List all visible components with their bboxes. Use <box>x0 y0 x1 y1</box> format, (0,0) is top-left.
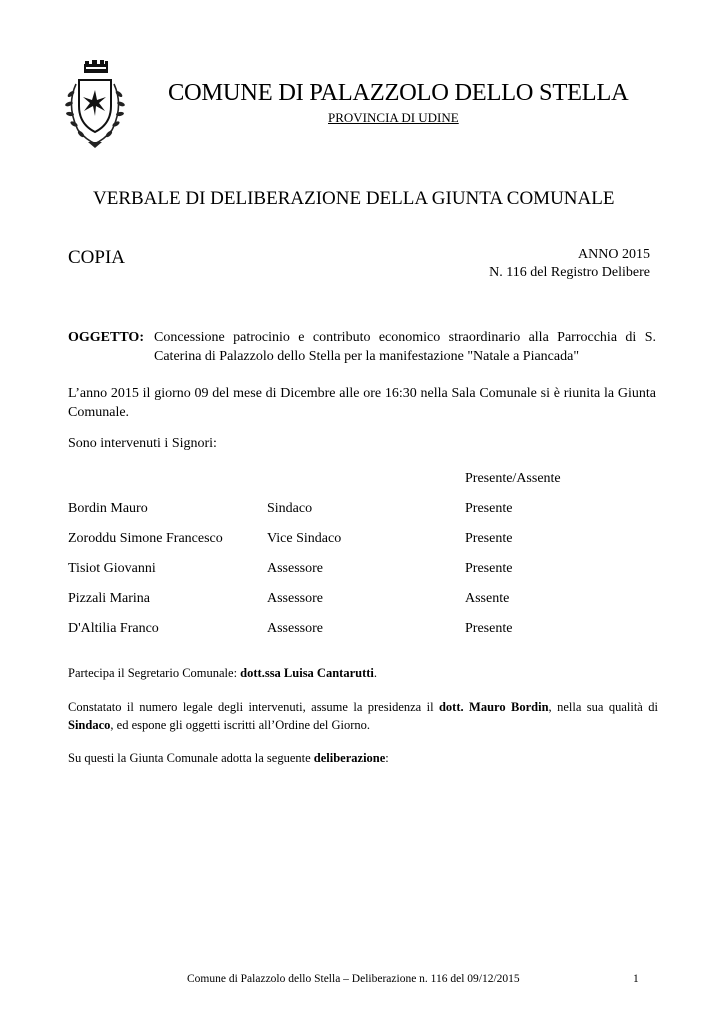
municipal-crest-icon <box>62 56 128 152</box>
attendee-row <box>68 591 628 611</box>
attendee-role: Assessore <box>267 621 323 636</box>
attendee-row <box>68 501 628 521</box>
subject-block <box>68 328 656 366</box>
attendee-status: Presente <box>465 501 513 516</box>
subject-text: Concessione patrocinio e contributo economico straordinario alla Parrocchia di S. Caterina di Palazzolo dello Stella per la manifestazione "Natale a Piancada" <box>154 330 656 364</box>
deliberation-suffix: : <box>385 751 389 765</box>
attendee-role: Sindaco <box>267 501 313 516</box>
attendee-row <box>68 531 628 551</box>
presidency-text-2: , nella sua qualità di <box>548 700 658 714</box>
attendee-status: Presente <box>465 621 513 636</box>
secretary-paragraph <box>68 664 658 682</box>
municipality-title: COMUNE DI PALAZZOLO DELLO STELLA <box>168 79 629 106</box>
secretary-suffix: . <box>373 666 377 680</box>
secretary-name: dott.ssa Luisa Cantarutti <box>240 666 374 680</box>
attendee-row <box>68 561 628 581</box>
page-footer: Comune di Palazzolo dello Stella – Deliberazione n. 116 del 09/12/2015 <box>187 973 520 985</box>
attendee-name: D'Altilia Franco <box>68 621 159 636</box>
attendee-name: Tisiot Giovanni <box>68 561 156 576</box>
document-heading: VERBALE DI DELIBERAZIONE DELLA GIUNTA COMUNALE <box>93 188 615 209</box>
attendee-name: Pizzali Marina <box>68 591 151 606</box>
deliberation-paragraph <box>68 749 658 767</box>
secretary-prefix: Partecipa il Segretario Comunale: <box>68 666 241 680</box>
attendee-role: Assessore <box>267 591 323 606</box>
page-number: 1 <box>633 973 639 985</box>
presence-column-header: Presente/Assente <box>465 471 561 486</box>
attendee-row <box>68 621 628 641</box>
attendee-name: Zoroddu Simone Francesco <box>68 531 223 546</box>
presidency-text-3: , ed espone gli oggetti iscritti all’Ordine del Giorno. <box>110 718 371 732</box>
registry-info <box>489 246 650 282</box>
attendee-role: Assessore <box>267 561 323 576</box>
deliberation-prefix: Su questi la Giunta Comunale adotta la seguente <box>68 751 314 765</box>
registry-number: N. 116 del Registro Delibere <box>489 265 650 280</box>
president-name: dott. Mauro Bordin <box>438 700 549 714</box>
presidency-text-1: Constatato il numero legale degli intervenuti, assume la presidenza il <box>68 700 439 714</box>
subject-label: OGGETTO: <box>68 330 144 345</box>
deliberation-keyword: deliberazione <box>313 751 386 765</box>
province-subtitle: PROVINCIA DI UDINE <box>328 110 459 125</box>
president-role: Sindaco <box>68 718 111 732</box>
attendee-role: Vice Sindaco <box>267 531 342 546</box>
attendees-intro: Sono intervenuti i Signori: <box>68 436 217 451</box>
attendee-status: Presente <box>465 561 513 576</box>
meeting-date-paragraph: L’anno 2015 il giorno 09 del mese di Dicembre alle ore 16:30 nella Sala Comunale si è riunita la Giunta Comunale. <box>68 386 656 420</box>
attendee-name: Bordin Mauro <box>68 501 148 516</box>
copy-label: COPIA <box>68 247 126 268</box>
attendee-status: Assente <box>465 591 510 606</box>
attendee-status: Presente <box>465 531 513 546</box>
presidency-paragraph <box>68 698 658 734</box>
year-label: ANNO 2015 <box>578 247 650 262</box>
